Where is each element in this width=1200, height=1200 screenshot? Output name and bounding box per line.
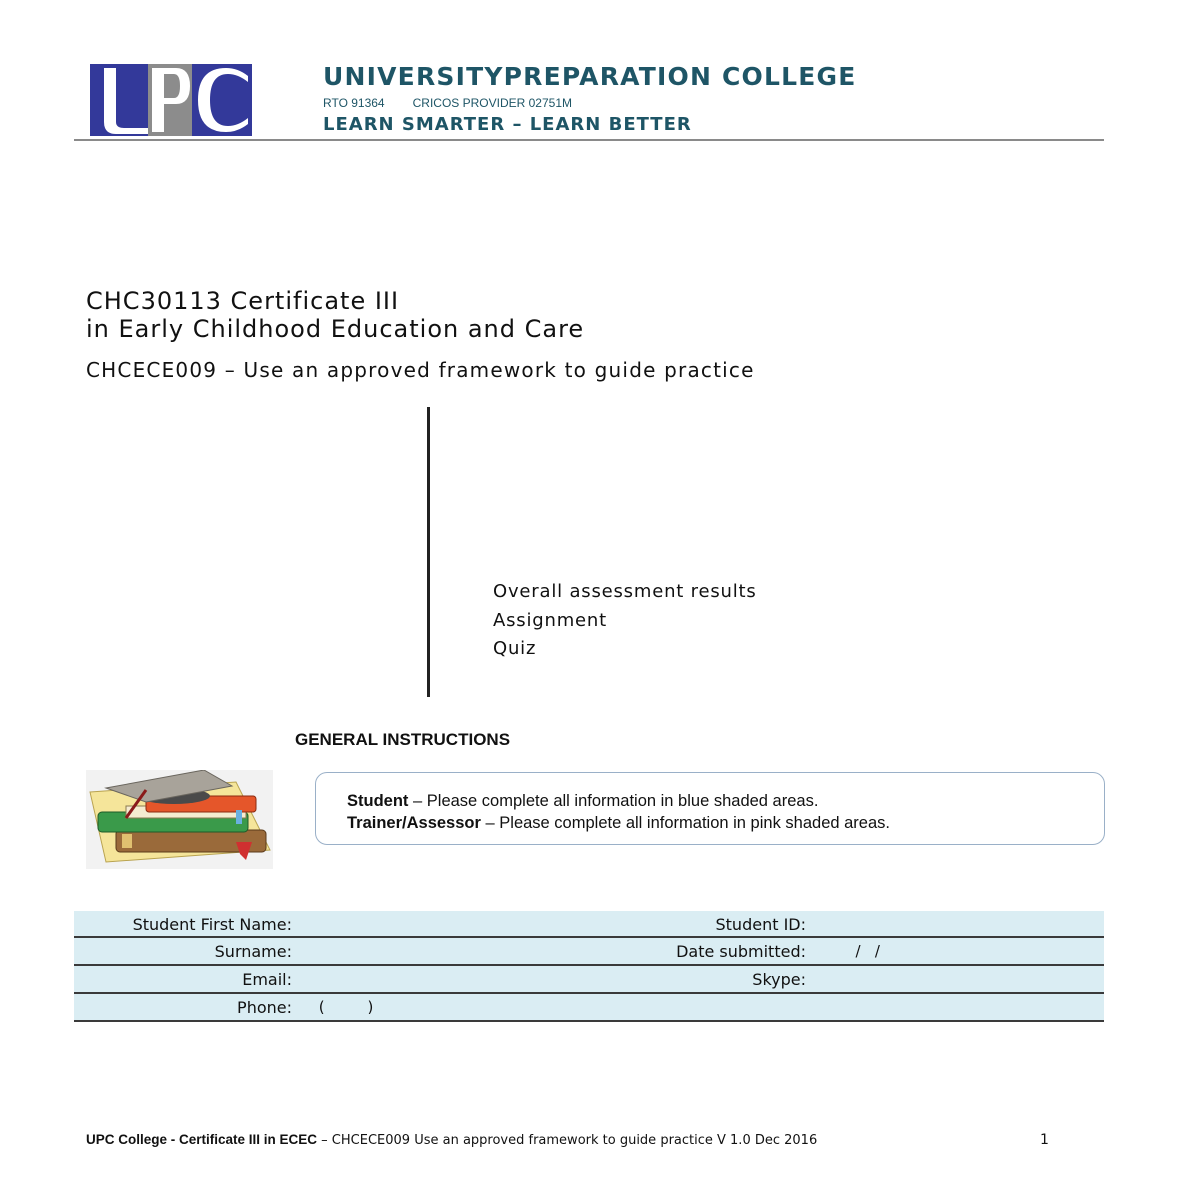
- student-instruction-text: – Please complete all information in blue shaded areas.: [408, 792, 819, 810]
- course-title: [86, 287, 584, 343]
- org-registration: [323, 96, 572, 110]
- tagline: LEARN SMARTER – LEARN BETTER: [323, 114, 692, 135]
- course-title-line2: in Early Childhood Education and Care: [86, 315, 585, 343]
- rto-number: RTO 91364: [323, 96, 385, 110]
- page-footer: [86, 1132, 817, 1148]
- surname-label: Surname:: [214, 942, 292, 961]
- unit-title: CHCECE009 – Use an approved framework to guide practice: [86, 358, 755, 382]
- trainer-instruction-text: – Please complete all information in pink shaded areas.: [480, 814, 890, 832]
- date-submitted-label: Date submitted:: [676, 942, 806, 961]
- student-details-form: [74, 911, 1104, 1022]
- header-divider: [74, 139, 1104, 141]
- student-id-label: Student ID:: [715, 915, 806, 934]
- footer-text: – CHCECE009 Use an approved framework to guide practice V 1.0 Dec 2016: [317, 1133, 818, 1148]
- email-label: Email:: [242, 970, 292, 989]
- form-row-name-id: [74, 911, 1104, 938]
- vertical-divider: [427, 407, 430, 697]
- student-label: Student: [347, 792, 409, 810]
- upc-logo: [90, 64, 252, 136]
- general-instructions-heading: GENERAL INSTRUCTIONS: [295, 730, 511, 749]
- page-number: 1: [1040, 1132, 1049, 1148]
- course-title-line1: CHC30113 Certificate III: [86, 287, 400, 315]
- form-row-email-skype: [74, 966, 1104, 994]
- phone-label: Phone:: [237, 998, 292, 1017]
- form-row-phone: [74, 994, 1104, 1022]
- org-name: UNIVERSITYPREPARATION COLLEGE: [323, 62, 857, 91]
- phone-field[interactable]: ( ): [314, 998, 374, 1016]
- trainer-label: Trainer/Assessor: [347, 814, 481, 832]
- form-row-surname-date: [74, 938, 1104, 966]
- trainer-instruction: [347, 814, 890, 833]
- result-overall: Overall assessment results: [493, 581, 757, 602]
- first-name-label: Student First Name:: [132, 915, 292, 934]
- result-assignment: Assignment: [493, 609, 607, 631]
- assessment-results-list: [493, 578, 757, 664]
- books-graduation-cap-icon: [86, 770, 273, 869]
- upc-logo-icon: [90, 64, 252, 136]
- cricos-number: CRICOS PROVIDER 02751M: [412, 96, 572, 110]
- result-quiz: Quiz: [493, 638, 537, 659]
- footer-bold-text: UPC College - Certificate III in ECEC: [86, 1132, 318, 1147]
- skype-label: Skype:: [752, 970, 806, 989]
- instructions-box: [315, 772, 1105, 845]
- date-submitted-field[interactable]: / /: [846, 942, 880, 960]
- student-instruction: [347, 792, 818, 811]
